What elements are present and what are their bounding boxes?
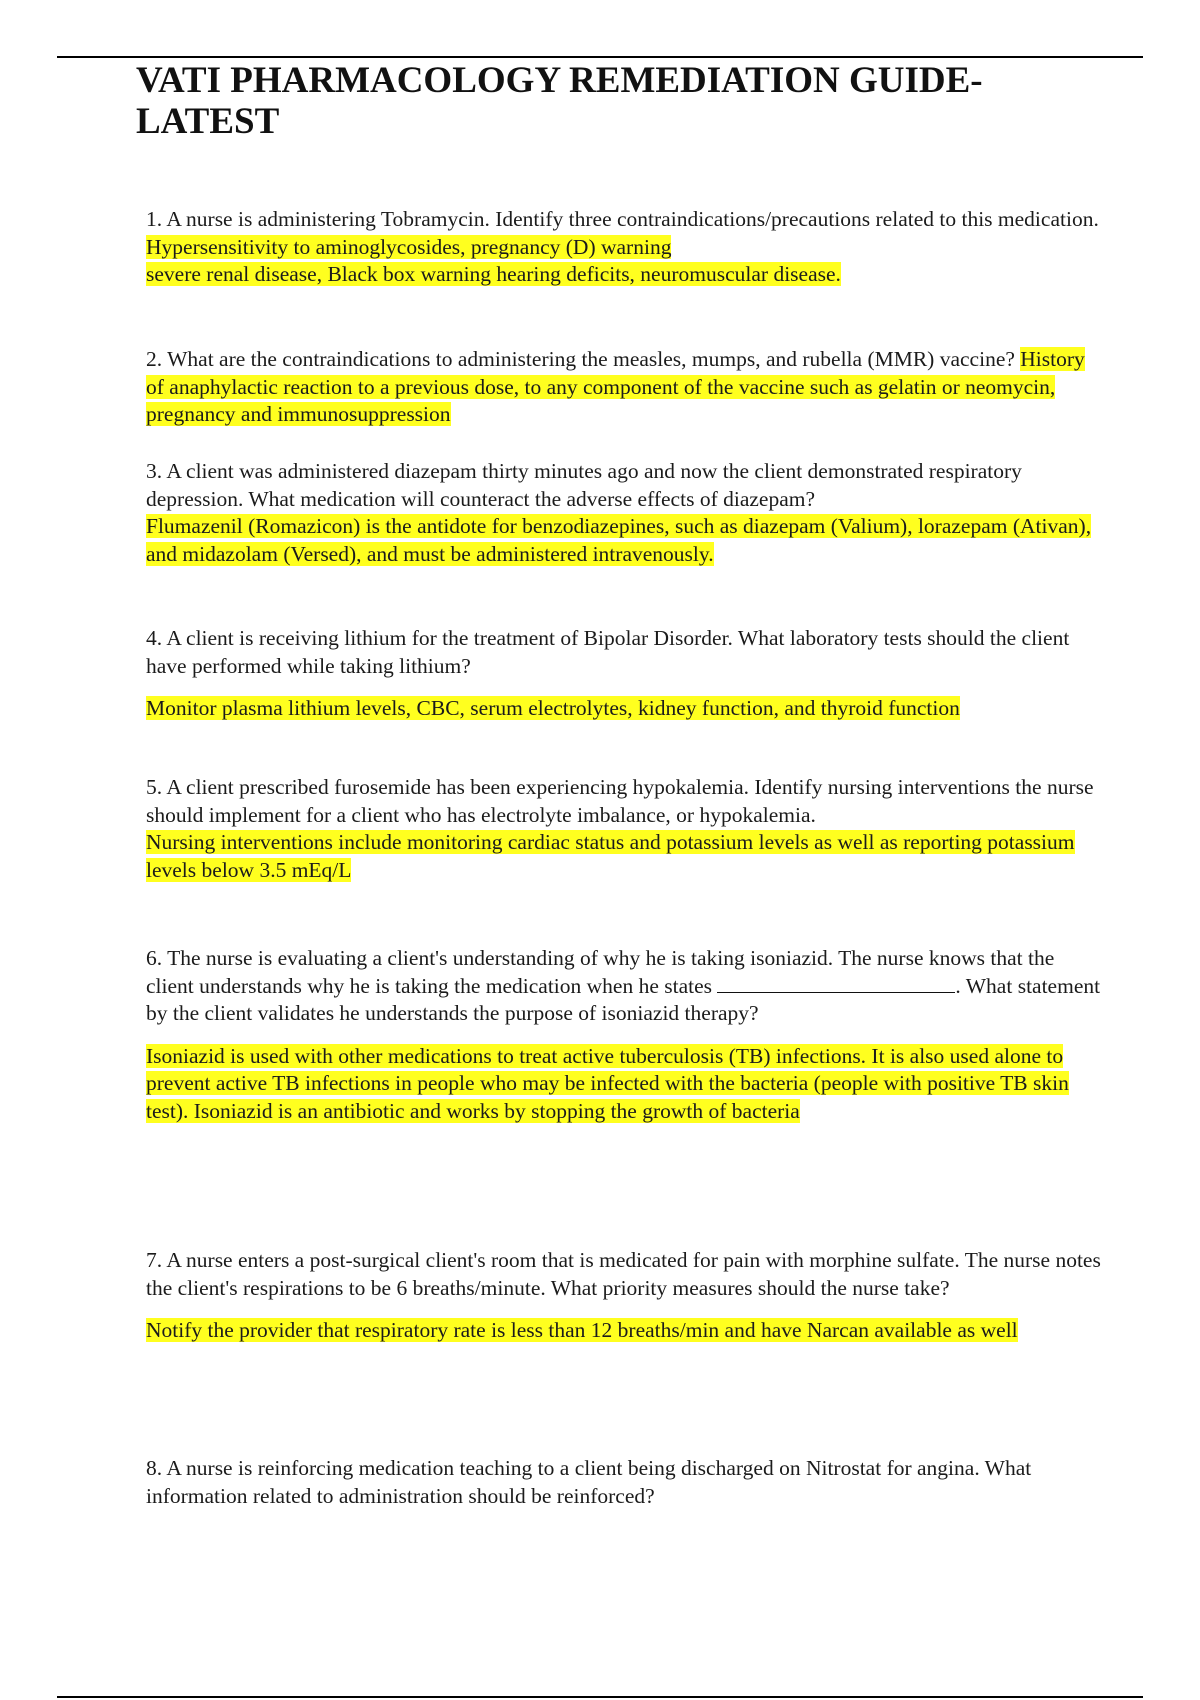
question-2-block [146, 346, 1106, 429]
answer-blank [717, 974, 955, 993]
question-7: 7. A nurse enters a post-surgical client's room that is medicated for pain with morphine sulfate. The nurse notes the client's respirations to be 6 breaths/minute. What priority measures should the nurse take? [146, 1248, 1101, 1300]
answer-2: History of anaphylactic reaction to a previous dose, to any component of the vaccine such as gelatin or neomycin, pregnancy and immunosuppression [146, 347, 1085, 426]
question-6-part-1: 6. The nurse is evaluating a client's understanding of why he is taking isoniazid. The nurse knows that the client understands why he is taking the medication when he states [146, 946, 1055, 998]
answer-5: Nursing interventions include monitoring cardiac status and potassium levels as well as reporting potassium levels below 3.5 mEq/L [146, 830, 1075, 882]
answer-3: Flumazenil (Romazicon) is the antidote for benzodiazepines, such as diazepam (Valium), lorazepam (Ativan), and midazolam (Versed), and must be administered intravenously. [146, 514, 1092, 566]
question-1: 1. A nurse is administering Tobramycin. Identify three contraindications/precautions related to this medication. [146, 207, 1099, 231]
answer-1-line-1: Hypersensitivity to aminoglycosides, pregnancy (D) warning [146, 234, 672, 259]
answer-6: Isoniazid is used with other medications to treat active tuberculosis (TB) infections. It is also used alone to prevent active TB infections in people who may be infected with the bacteria (people with positive TB skin test). Isoniazid is an antibiotic and works by stopping the growth of bacteria [146, 1043, 1069, 1123]
answer-7: Notify the provider that respiratory rate is less than 12 breaths/min and have Narcan available as well [146, 1318, 1018, 1342]
answer-4: Monitor plasma lithium levels, CBC, serum electrolytes, kidney function, and thyroid function [146, 696, 960, 720]
question-6-block [146, 945, 1106, 1125]
question-4: 4. A client is receiving lithium for the treatment of Bipolar Disorder. What laboratory tests should the client have performed while taking lithium? [146, 626, 1070, 678]
question-2: 2. What are the contraindications to administering the measles, mumps, and rubella (MMR) vaccine? [146, 347, 1015, 371]
question-7-block [146, 1247, 1106, 1345]
question-5-block [146, 774, 1106, 884]
question-1-block [146, 206, 1106, 289]
top-rule [57, 56, 1143, 58]
page-title: VATI PHARMACOLOGY REMEDIATION GUIDE-LATEST [136, 60, 983, 142]
question-8: 8. A nurse is reinforcing medication teaching to a client being discharged on Nitrostat for angina. What information related to administration should be reinforced? [146, 1456, 1032, 1508]
answer-1-line-2: severe renal disease, Black box warning hearing deficits, neuromuscular disease. [146, 262, 841, 286]
question-5: 5. A client prescribed furosemide has been experiencing hypokalemia. Identify nursing interventions the nurse should implement for a client who has electrolyte imbalance, or hypokalemia. [146, 775, 1094, 827]
question-8-block [146, 1455, 1106, 1510]
question-3: 3. A client was administered diazepam thirty minutes ago and now the client demonstrated respiratory depression. What medication will counteract the adverse effects of diazepam? [146, 459, 1022, 511]
question-3-block [146, 458, 1106, 568]
question-4-block [146, 625, 1106, 723]
bottom-rule [57, 1696, 1143, 1698]
question-6-part-2: . What statement by the client validates he understands the purpose of isoniazid therapy? [146, 973, 1101, 1025]
